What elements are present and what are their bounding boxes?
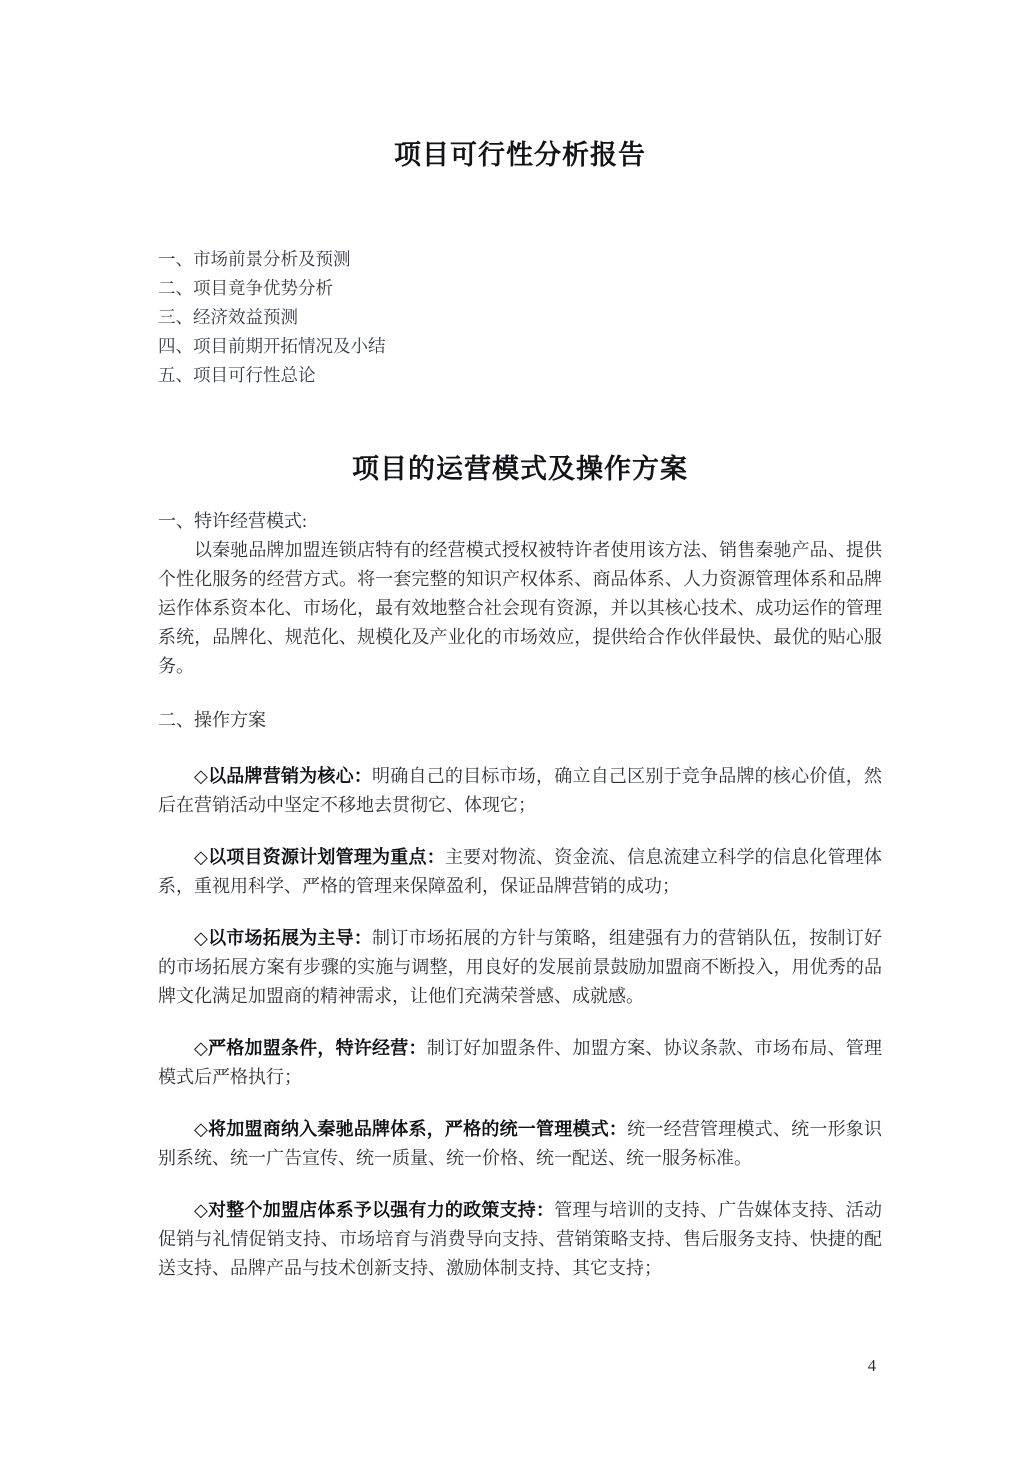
plan-item-resource-management: [158, 843, 882, 901]
plan-item-lead: ◇以品牌营销为核心：: [194, 766, 373, 786]
plan-item-lead: ◇严格加盟条件，特许经营：: [194, 1038, 427, 1058]
plan-item-strict-franchise-terms: [158, 1034, 882, 1092]
toc-item-1: 一、市场前景分析及预测: [158, 249, 351, 269]
plan-item-text: 明确自己的目标市场，确立自己区别于竞争品牌的核心价值，然后在营销活动中坚定不移地去贯彻它、体现它；: [158, 766, 882, 815]
page-number: 4: [867, 1356, 876, 1375]
operation-plan-heading: 二、操作方案: [158, 710, 266, 730]
toc-item-4: 四、项目前期开拓情况及小结: [158, 336, 386, 356]
plan-item-policy-support: [158, 1196, 882, 1283]
franchise-mode-heading: 一、特许经营模式:: [158, 511, 308, 531]
operation-section-title: 项目的运营模式及操作方案: [352, 454, 688, 484]
plan-item-lead: ◇将加盟商纳入秦驰品牌体系，严格的统一管理模式：: [194, 1119, 628, 1139]
plan-item-text: 统一经营管理模式、统一形象识别系统、统一广告宣传、统一质量、统一价格、统一配送、统一服务标准。: [158, 1119, 883, 1168]
plan-item-text: 管理与培训的支持、广告媒体支持、活动促销与礼情促销支持、市场培育与消费导向支持、营销策略支持、售后服务支持、快捷的配送支持、品牌产品与技术创新支持、激励体制支持、其它支持；: [158, 1200, 882, 1278]
franchise-mode-paragraph: 以秦驰品牌加盟连锁店特有的经营模式授权被特许者使用该方法、销售秦驰产品、提供个性化服务的经营方式。将一套完整的知识产权体系、商品体系、人力资源管理体系和品牌运作体系资本化、市场化，最有效地整合社会现有资源，并以其核心技术、成功运作的管理系统，品牌化、规范化、规模化及产业化的市场效应，提供给合作伙伴最快、最优的贴心服务。: [158, 540, 882, 676]
toc-item-3: 三、经济效益预测: [158, 307, 298, 327]
plan-item-market-expansion: [158, 924, 882, 1011]
plan-item-lead: ◇以项目资源计划管理为重点：: [194, 847, 445, 867]
plan-item-unified-management: [158, 1115, 882, 1173]
report-title: 项目可行性分析报告: [394, 140, 646, 170]
toc-item-2: 二、项目竟争优势分析: [158, 278, 333, 298]
table-of-contents: [158, 245, 882, 390]
plan-item-text: 制订好加盟条件、加盟方案、协议条款、市场布局、管理模式后严格执行；: [158, 1038, 883, 1087]
plan-item-brand-marketing: [158, 762, 882, 820]
document-content: [158, 0, 882, 1283]
plan-item-text: 制订市场拓展的方针与策略，组建强有力的营销队伍，按制订好的市场拓展方案有步骤的实施与调整，用良好的发展前景鼓励加盟商不断投入，用优秀的品牌文化满足加盟商的精神需求，让他们充满荣誉感、成就感。: [158, 928, 882, 1006]
plan-item-lead: ◇对整个加盟店体系予以强有力的政策支持：: [194, 1200, 555, 1220]
toc-item-5: 五、项目可行性总论: [158, 365, 316, 385]
plan-item-lead: ◇以市场拓展为主导：: [194, 928, 373, 948]
plan-item-text: 主要对物流、资金流、信息流建立科学的信息化管理体系，重视用科学、严格的管理来保障盈利，保证品牌营销的成功；: [158, 847, 883, 896]
